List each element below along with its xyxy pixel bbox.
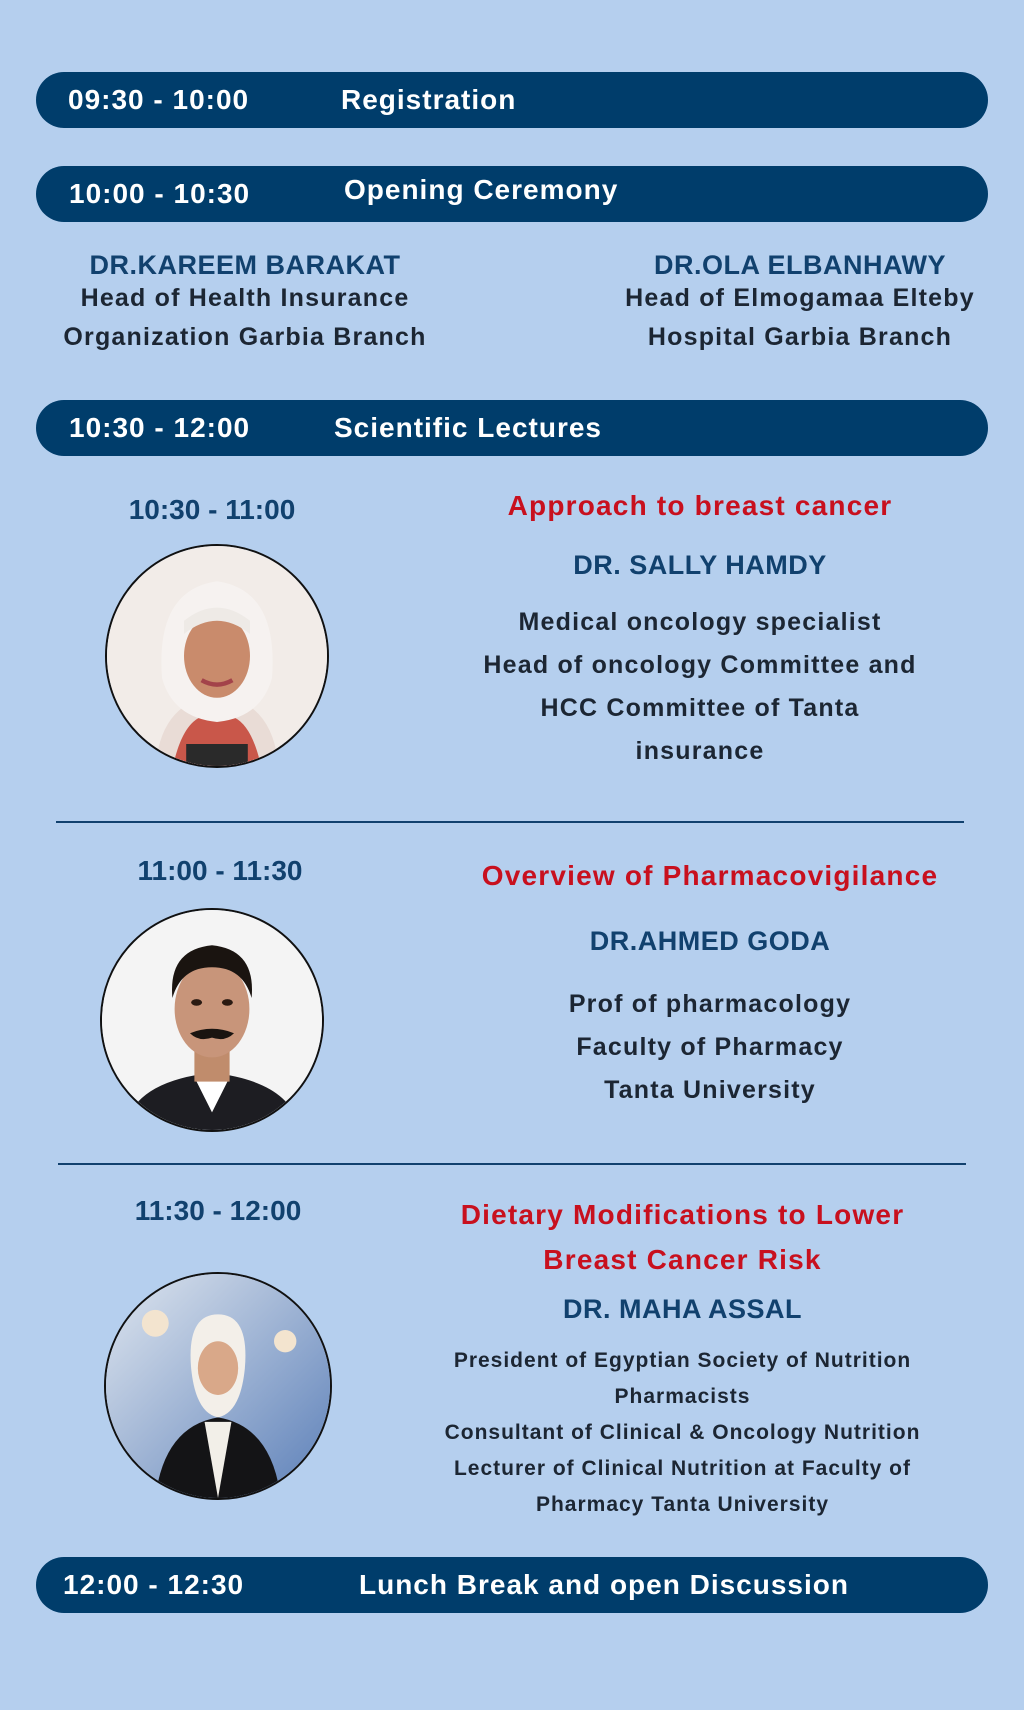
- opening-speaker-2: [590, 250, 1010, 357]
- talk-1-affiliation-line: Medical oncology specialist: [518, 608, 882, 636]
- opening-speaker-1-role-line1: Head of Health Insurance: [80, 284, 410, 312]
- talk-3-affiliation-line: Lecturer of Clinical Nutrition at Faculty of: [453, 1457, 912, 1480]
- lunch-time: 12:00 - 12:30: [63, 1569, 245, 1600]
- opening-speaker-2-role-line1: Head of Elmogamaa Elteby: [625, 284, 975, 312]
- talk-1-affiliation-line: Head of oncology Committee and: [483, 651, 917, 679]
- talk-1-affiliation: [440, 601, 960, 773]
- speaker-portrait-icon: [106, 1274, 330, 1498]
- talk-2-speaker-photo: [100, 908, 324, 1132]
- talk-1-speaker: DR. SALLY HAMDY: [573, 550, 827, 580]
- talk-2-affiliation-line: Tanta University: [604, 1076, 816, 1104]
- lectures-label: Scientific Lectures: [334, 412, 602, 443]
- talk-3-affiliation-line: Pharmacy Tanta University: [535, 1493, 830, 1516]
- talk-3-affiliation: [410, 1343, 955, 1523]
- talk-3-details: [410, 1192, 955, 1523]
- opening-bar: [36, 166, 988, 222]
- speaker-portrait-icon: [102, 910, 322, 1130]
- talk-1-title: Approach to breast cancer: [507, 490, 893, 521]
- talk-3-speaker-photo: [104, 1272, 332, 1500]
- lectures-time: 10:30 - 12:00: [69, 412, 251, 443]
- registration-label: Registration: [341, 84, 517, 115]
- opening-speaker-2-role-line2: Hospital Garbia Branch: [647, 323, 953, 351]
- talk-3-title-line: Breast Cancer Risk: [543, 1244, 822, 1275]
- registration-bar: [36, 72, 988, 128]
- opening-speaker-2-name: DR.OLA ELBANHAWY: [654, 250, 946, 280]
- talk-1-affiliation-line: HCC Committee of Tanta: [540, 694, 860, 722]
- lunch-bar: [36, 1557, 988, 1613]
- opening-speaker-1: [40, 250, 450, 357]
- opening-speaker-1-name: DR.KAREEM BARAKAT: [89, 250, 401, 280]
- talk-2-affiliation-line: Prof of pharmacology: [568, 990, 852, 1018]
- talk-3-title: [410, 1192, 955, 1282]
- talk-3-title-line: Dietary Modifications to Lower: [460, 1199, 905, 1230]
- talk-1-speaker-photo: [105, 544, 329, 768]
- registration-time: 09:30 - 10:00: [68, 84, 250, 115]
- talk-2-speaker: DR.AHMED GODA: [589, 926, 831, 956]
- talk-2-title: Overview of Pharmacovigilance: [481, 860, 939, 891]
- talk-2-details: [440, 860, 980, 1112]
- talk-3-affiliation-line: Pharmacists: [614, 1385, 751, 1408]
- opening-time: 10:00 - 10:30: [69, 178, 251, 209]
- opening-speaker-1-role-line2: Organization Garbia Branch: [63, 323, 427, 351]
- divider: [56, 821, 964, 823]
- lunch-label: Lunch Break and open Discussion: [359, 1569, 849, 1600]
- talk-3-time: 11:30 - 12:00: [134, 1195, 302, 1226]
- talk-3-speaker: DR. MAHA ASSAL: [563, 1294, 802, 1324]
- talk-2-time: 11:00 - 11:30: [137, 855, 303, 886]
- talk-1-details: [440, 490, 960, 773]
- talk-1-affiliation-line: insurance: [635, 737, 765, 765]
- talk-2-affiliation: [440, 983, 980, 1112]
- speaker-portrait-icon: [107, 546, 327, 766]
- talk-2-affiliation-line: Faculty of Pharmacy: [576, 1033, 844, 1061]
- opening-label: Opening Ceremony: [344, 173, 619, 205]
- talk-3-affiliation-line: Consultant of Clinical & Oncology Nutrition: [444, 1421, 921, 1444]
- divider: [58, 1163, 966, 1165]
- lectures-bar: [36, 400, 988, 456]
- talk-1-time: 10:30 - 11:00: [128, 494, 296, 525]
- talk-3-affiliation-line: President of Egyptian Society of Nutrition: [453, 1349, 912, 1372]
